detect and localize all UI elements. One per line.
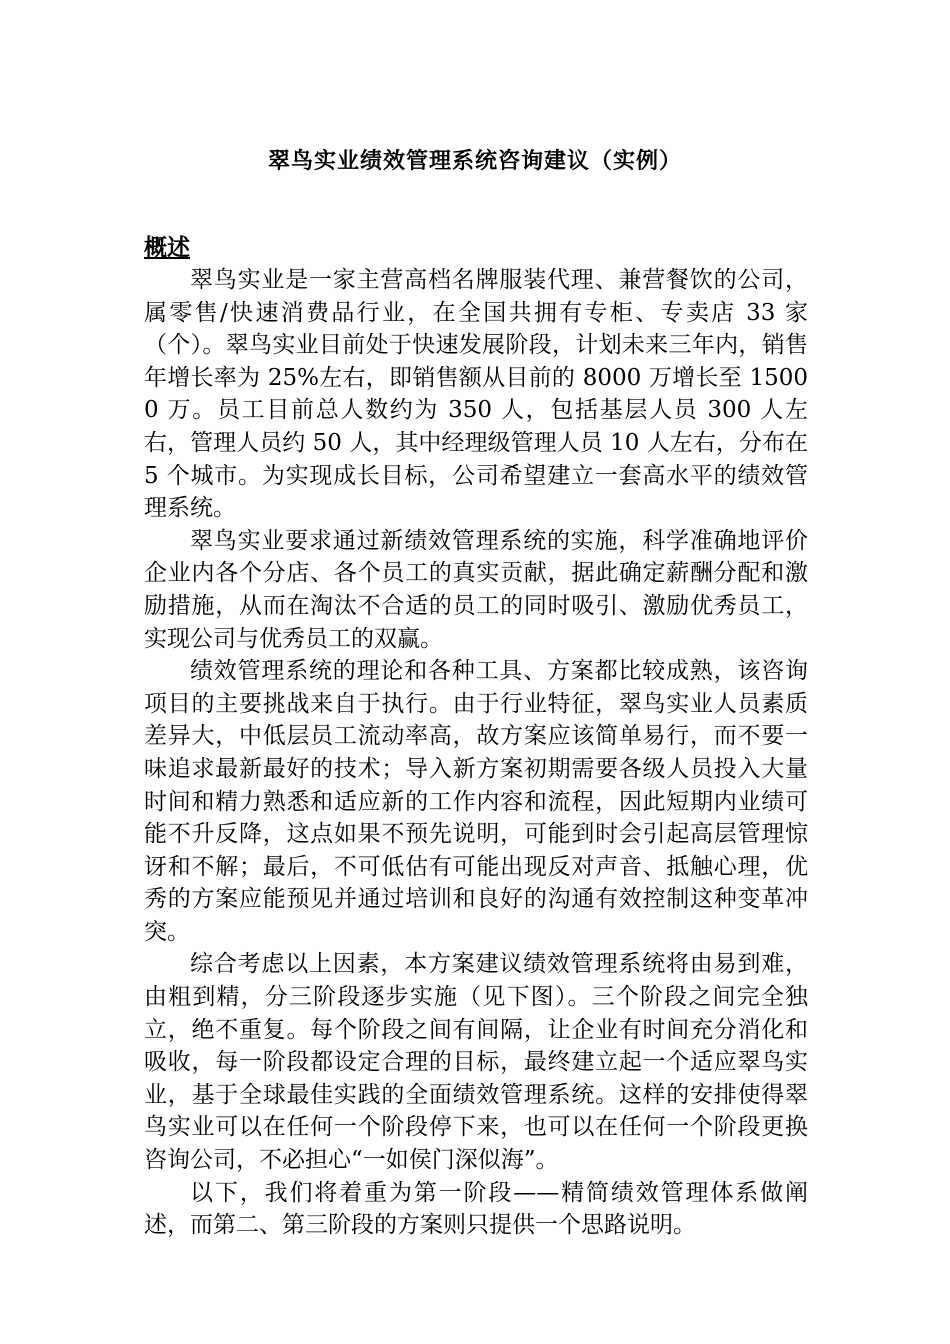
paragraph-next-steps: 以下，我们将着重为第一阶段——精简绩效管理体系做阐述，而第二、第三阶段的方案则只提供一个思路说明。 [144,1179,808,1239]
paragraph-company-intro: 翠鸟实业是一家主营高档名牌服装代理、兼营餐饮的公司，属零售/快速消费品行业，在全国共拥有专柜、专卖店 33 家（个）。翠鸟实业目前处于快速发展阶段，计划未来三年内，销售年增长率为 25%左右，即销售额从目前的 8000 万增长至 15000 万。员工目前总人数约为 350 人，包括基层人员 300 人左右，管理人员约 50 人，其中经理级管理人员 10 人左右，分布在 5 个城市。为实现成长目标，公司希望建立一套高水平的绩效管理系统。 [144,267,808,522]
paragraph-challenges: 绩效管理系统的理论和各种工具、方案都比较成熟，该咨询项目的主要挑战来自于执行。由于行业特征，翠鸟实业人员素质差异大，中低层员工流动率高，故方案应该简单易行，而不要一味追求最新最好的技术；导入新方案初期需要各级人员投入大量时间和精力熟悉和适应新的工作内容和流程，因此短期内业绩可能不升反降，这点如果不预先说明，可能到时会引起高层管理惊讶和不解；最后，不可低估有可能出现反对声音、抵触心理，优秀的方案应能预见并通过培训和良好的沟通有效控制这种变革冲突。 [144,658,808,945]
document-body [144,232,808,1242]
paragraph-phased-approach: 综合考虑以上因素，本方案建议绩效管理系统将由易到难，由粗到精，分三阶段逐步实施（见下图）。三个阶段之间完全独立，绝不重复。每个阶段之间有间隔，让企业有时间充分消化和吸收，每一阶段都设定合理的目标，最终建立起一个适应翠鸟实业，基于全球最佳实践的全面绩效管理系统。这样的安排使得翠鸟实业可以在任何一个阶段停下来，也可以在任何一个阶段更换咨询公司，不必担心“一如侯门深似海”。 [144,951,808,1174]
document-title: 翠鸟实业绩效管理系统咨询建议（实例） [267,148,682,174]
section-heading-overview: 概述 [144,234,190,261]
paragraph-requirements: 翠鸟实业要求通过新绩效管理系统的实施，科学准确地评价企业内各个分店、各个员工的真实贡献，据此确定薪酬分配和激励措施，从而在淘汰不合适的员工的同时吸引、激励优秀员工，实现公司与优秀员工的双赢。 [144,527,808,652]
